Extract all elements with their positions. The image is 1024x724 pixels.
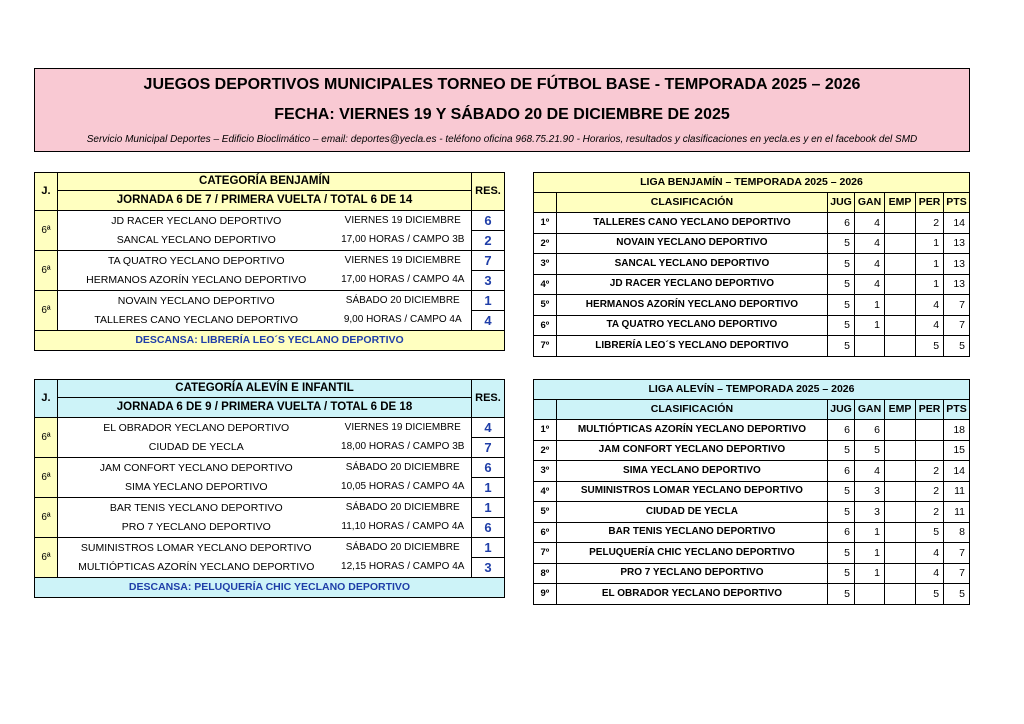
emp-value — [885, 213, 916, 234]
jug-value: 6 — [828, 461, 855, 482]
home-team: JD RACER YECLANO DEPORTIVO — [58, 211, 335, 231]
pts-value: 5 — [944, 336, 970, 357]
page-title: JUEGOS DEPORTIVOS MUNICIPALES TORNEO DE FÚTBOL BASE - TEMPORADA 2025 – 2026 — [143, 76, 861, 93]
match-time: 17,00 HORAS / CAMPO 4A — [335, 271, 472, 291]
gan-value: 1 — [855, 315, 885, 336]
page-info: Servicio Municipal Deportes – Edificio Bioclimático – email: deportes@yecla.es - teléfono oficina 968.75.21.90 - Horarios, resultados y clasificaciones en yecla.es y en el facebook del SMD — [86, 134, 918, 145]
benjamin-games-table — [34, 172, 505, 351]
standings-title: LIGA ALEVÍN – TEMPORADA 2025 – 2026 — [534, 380, 970, 400]
per-value: 1 — [916, 233, 944, 254]
home-team: SUMINISTROS LOMAR YECLANO DEPORTIVO — [58, 538, 335, 558]
away-team: TALLERES CANO YECLANO DEPORTIVO — [58, 311, 335, 331]
home-team: JAM CONFORT YECLANO DEPORTIVO — [58, 458, 335, 478]
match-day: SÁBADO 20 DICIEMBRE — [335, 291, 472, 311]
match-row — [35, 498, 505, 518]
emp-header: EMP — [885, 400, 916, 420]
pts-value: 8 — [944, 522, 970, 543]
per-value: 2 — [916, 502, 944, 523]
position: 7º — [534, 336, 557, 357]
jornada-label: JORNADA 6 DE 9 / PRIMERA VUELTA / TOTAL 6 DE 18 — [58, 398, 472, 418]
gan-value: 3 — [855, 502, 885, 523]
standings-row — [534, 584, 970, 605]
standings-row — [534, 420, 970, 441]
match-time: 12,15 HORAS / CAMPO 4A — [335, 558, 472, 578]
emp-value — [885, 461, 916, 482]
emp-value — [885, 420, 916, 441]
jug-value: 5 — [828, 563, 855, 584]
gan-header: GAN — [855, 193, 885, 213]
position: 5º — [534, 295, 557, 316]
pts-value: 11 — [944, 502, 970, 523]
emp-value — [885, 584, 916, 605]
team-name: SUMINISTROS LOMAR YECLANO DEPORTIVO — [556, 481, 827, 502]
away-score: 7 — [472, 438, 505, 458]
standings-row — [534, 315, 970, 336]
home-score: 6 — [472, 211, 505, 231]
position: 2º — [534, 233, 557, 254]
per-value: 1 — [916, 274, 944, 295]
match-time: 10,05 HORAS / CAMPO 4A — [335, 478, 472, 498]
per-value: 4 — [916, 315, 944, 336]
home-team: TA QUATRO YECLANO DEPORTIVO — [58, 251, 335, 271]
away-team: CIUDAD DE YECLA — [58, 438, 335, 458]
gan-value: 4 — [855, 254, 885, 275]
jug-header: JUG — [828, 193, 855, 213]
category-title: CATEGORÍA BENJAMÍN — [58, 173, 472, 191]
team-name: CIUDAD DE YECLA — [556, 502, 827, 523]
jug-value: 6 — [828, 213, 855, 234]
pts-value: 5 — [944, 584, 970, 605]
per-value: 2 — [916, 481, 944, 502]
home-score: 1 — [472, 538, 505, 558]
res-header: RES. — [472, 380, 505, 418]
position: 6º — [534, 522, 557, 543]
pts-value: 7 — [944, 563, 970, 584]
round-label: 6ª — [35, 291, 58, 331]
emp-value — [885, 543, 916, 564]
standings-row — [534, 295, 970, 316]
per-header: PER — [916, 400, 944, 420]
match-day: VIERNES 19 DICIEMBRE — [335, 251, 472, 271]
team-name: PELUQUERÍA CHIC YECLANO DEPORTIVO — [556, 543, 827, 564]
position: 3º — [534, 254, 557, 275]
per-value: 5 — [916, 584, 944, 605]
home-team: BAR TENIS YECLANO DEPORTIVO — [58, 498, 335, 518]
standings-row — [534, 274, 970, 295]
home-score: 6 — [472, 458, 505, 478]
alevin-standings-table — [533, 379, 970, 605]
standings-header: CLASIFICACIÓN — [556, 193, 827, 213]
home-score: 4 — [472, 418, 505, 438]
standings-row — [534, 440, 970, 461]
position: 4º — [534, 481, 557, 502]
gan-value: 4 — [855, 213, 885, 234]
away-team: SANCAL YECLANO DEPORTIVO — [58, 231, 335, 251]
round-label: 6ª — [35, 418, 58, 458]
away-score: 4 — [472, 311, 505, 331]
per-value: 4 — [916, 295, 944, 316]
emp-value — [885, 295, 916, 316]
pts-value: 13 — [944, 274, 970, 295]
match-row — [35, 438, 505, 458]
gan-value: 5 — [855, 440, 885, 461]
position: 6º — [534, 315, 557, 336]
jug-value: 5 — [828, 543, 855, 564]
team-name: PRO 7 YECLANO DEPORTIVO — [556, 563, 827, 584]
page-date: FECHA: VIERNES 19 Y SÁBADO 20 DE DICIEMBRE DE 2025 — [274, 106, 730, 123]
position: 4º — [534, 274, 557, 295]
position: 5º — [534, 502, 557, 523]
away-team: MULTIÓPTICAS AZORÍN YECLANO DEPORTIVO — [58, 558, 335, 578]
round-label: 6ª — [35, 458, 58, 498]
team-name: MULTIÓPTICAS AZORÍN YECLANO DEPORTIVO — [556, 420, 827, 441]
rest-team: DESCANSA: PELUQUERÍA CHIC YECLANO DEPORTIVO — [35, 578, 505, 598]
res-header: RES. — [472, 173, 505, 211]
position: 9º — [534, 584, 557, 605]
jug-value: 6 — [828, 420, 855, 441]
gan-header: GAN — [855, 400, 885, 420]
emp-value — [885, 440, 916, 461]
position: 2º — [534, 440, 557, 461]
per-value — [916, 440, 944, 461]
match-row — [35, 311, 505, 331]
away-score: 1 — [472, 478, 505, 498]
rest-team: DESCANSA: LIBRERÍA LEO´S YECLANO DEPORTIVO — [35, 331, 505, 351]
pts-value: 13 — [944, 233, 970, 254]
pts-value: 18 — [944, 420, 970, 441]
per-value: 4 — [916, 563, 944, 584]
home-score: 7 — [472, 251, 505, 271]
standings-row — [534, 213, 970, 234]
team-name: SANCAL YECLANO DEPORTIVO — [556, 254, 827, 275]
jug-header: JUG — [828, 400, 855, 420]
jug-value: 5 — [828, 233, 855, 254]
match-row — [35, 251, 505, 271]
match-day: SÁBADO 20 DICIEMBRE — [335, 498, 472, 518]
jug-value: 5 — [828, 502, 855, 523]
standings-title: LIGA BENJAMÍN – TEMPORADA 2025 – 2026 — [534, 173, 970, 193]
pts-header: PTS — [944, 400, 970, 420]
team-name: JD RACER YECLANO DEPORTIVO — [556, 274, 827, 295]
per-value: 2 — [916, 213, 944, 234]
round-label: 6ª — [35, 251, 58, 291]
home-score: 1 — [472, 498, 505, 518]
standings-row — [534, 461, 970, 482]
home-score: 1 — [472, 291, 505, 311]
team-name: EL OBRADOR YECLANO DEPORTIVO — [556, 584, 827, 605]
match-row — [35, 458, 505, 478]
emp-value — [885, 502, 916, 523]
match-day: SÁBADO 20 DICIEMBRE — [335, 538, 472, 558]
match-row — [35, 231, 505, 251]
pts-value: 14 — [944, 461, 970, 482]
pts-value: 11 — [944, 481, 970, 502]
team-name: TA QUATRO YECLANO DEPORTIVO — [556, 315, 827, 336]
away-score: 3 — [472, 271, 505, 291]
away-team: SIMA YECLANO DEPORTIVO — [58, 478, 335, 498]
match-day: VIERNES 19 DICIEMBRE — [335, 211, 472, 231]
jornada-label: JORNADA 6 DE 7 / PRIMERA VUELTA / TOTAL 6 DE 14 — [58, 191, 472, 211]
team-name: TALLERES CANO YECLANO DEPORTIVO — [556, 213, 827, 234]
gan-value: 4 — [855, 461, 885, 482]
gan-value: 1 — [855, 522, 885, 543]
per-value: 4 — [916, 543, 944, 564]
position: 3º — [534, 461, 557, 482]
match-row — [35, 211, 505, 231]
per-value — [916, 420, 944, 441]
pts-value: 7 — [944, 295, 970, 316]
standings-header: CLASIFICACIÓN — [556, 400, 827, 420]
emp-value — [885, 336, 916, 357]
jug-value: 5 — [828, 274, 855, 295]
match-day: SÁBADO 20 DICIEMBRE — [335, 458, 472, 478]
pts-value: 14 — [944, 213, 970, 234]
standings-row — [534, 522, 970, 543]
match-day: VIERNES 19 DICIEMBRE — [335, 418, 472, 438]
match-time: 18,00 HORAS / CAMPO 3B — [335, 438, 472, 458]
emp-value — [885, 522, 916, 543]
standings-row — [534, 563, 970, 584]
standings-row — [534, 543, 970, 564]
gan-value: 6 — [855, 420, 885, 441]
team-name: LIBRERÍA LEO´S YECLANO DEPORTIVO — [556, 336, 827, 357]
emp-header: EMP — [885, 193, 916, 213]
match-row — [35, 271, 505, 291]
round-label: 6ª — [35, 498, 58, 538]
category-title: CATEGORÍA ALEVÍN E INFANTIL — [58, 380, 472, 398]
team-name: NOVAIN YECLANO DEPORTIVO — [556, 233, 827, 254]
away-score: 3 — [472, 558, 505, 578]
match-time: 17,00 HORAS / CAMPO 3B — [335, 231, 472, 251]
gan-value — [855, 584, 885, 605]
pts-value: 7 — [944, 315, 970, 336]
jug-value: 5 — [828, 254, 855, 275]
jug-value: 5 — [828, 336, 855, 357]
alevin-games-table — [34, 379, 505, 598]
per-value: 1 — [916, 254, 944, 275]
j-header: J. — [35, 380, 58, 418]
emp-value — [885, 274, 916, 295]
emp-value — [885, 315, 916, 336]
emp-value — [885, 563, 916, 584]
match-row — [35, 291, 505, 311]
match-row — [35, 538, 505, 558]
emp-value — [885, 233, 916, 254]
match-row — [35, 418, 505, 438]
gan-value: 1 — [855, 295, 885, 316]
jug-value: 5 — [828, 315, 855, 336]
gan-value: 4 — [855, 274, 885, 295]
standings-row — [534, 254, 970, 275]
match-row — [35, 478, 505, 498]
emp-value — [885, 254, 916, 275]
match-time: 11,10 HORAS / CAMPO 4A — [335, 518, 472, 538]
match-row — [35, 558, 505, 578]
jug-value: 5 — [828, 481, 855, 502]
gan-value: 4 — [855, 233, 885, 254]
match-time: 9,00 HORAS / CAMPO 4A — [335, 311, 472, 331]
gan-value — [855, 336, 885, 357]
away-team: HERMANOS AZORÍN YECLANO DEPORTIVO — [58, 271, 335, 291]
j-header: J. — [35, 173, 58, 211]
emp-value — [885, 481, 916, 502]
page-header — [34, 68, 970, 152]
match-row — [35, 518, 505, 538]
round-label: 6ª — [35, 538, 58, 578]
position: 7º — [534, 543, 557, 564]
home-team: NOVAIN YECLANO DEPORTIVO — [58, 291, 335, 311]
home-team: EL OBRADOR YECLANO DEPORTIVO — [58, 418, 335, 438]
jug-value: 5 — [828, 584, 855, 605]
standings-row — [534, 502, 970, 523]
pts-value: 13 — [944, 254, 970, 275]
round-label: 6ª — [35, 211, 58, 251]
jug-value: 5 — [828, 295, 855, 316]
team-name: JAM CONFORT YECLANO DEPORTIVO — [556, 440, 827, 461]
per-header: PER — [916, 193, 944, 213]
per-value: 5 — [916, 522, 944, 543]
per-value: 2 — [916, 461, 944, 482]
position: 1º — [534, 420, 557, 441]
gan-value: 3 — [855, 481, 885, 502]
standings-row — [534, 233, 970, 254]
jug-value: 6 — [828, 522, 855, 543]
jug-value: 5 — [828, 440, 855, 461]
standings-row — [534, 481, 970, 502]
pts-header: PTS — [944, 193, 970, 213]
standings-row — [534, 336, 970, 357]
per-value: 5 — [916, 336, 944, 357]
away-score: 2 — [472, 231, 505, 251]
pts-value: 15 — [944, 440, 970, 461]
benjamin-standings-table — [533, 172, 970, 357]
position: 1º — [534, 213, 557, 234]
away-score: 6 — [472, 518, 505, 538]
gan-value: 1 — [855, 563, 885, 584]
position: 8º — [534, 563, 557, 584]
team-name: SIMA YECLANO DEPORTIVO — [556, 461, 827, 482]
away-team: PRO 7 YECLANO DEPORTIVO — [58, 518, 335, 538]
pts-value: 7 — [944, 543, 970, 564]
gan-value: 1 — [855, 543, 885, 564]
team-name: HERMANOS AZORÍN YECLANO DEPORTIVO — [556, 295, 827, 316]
team-name: BAR TENIS YECLANO DEPORTIVO — [556, 522, 827, 543]
